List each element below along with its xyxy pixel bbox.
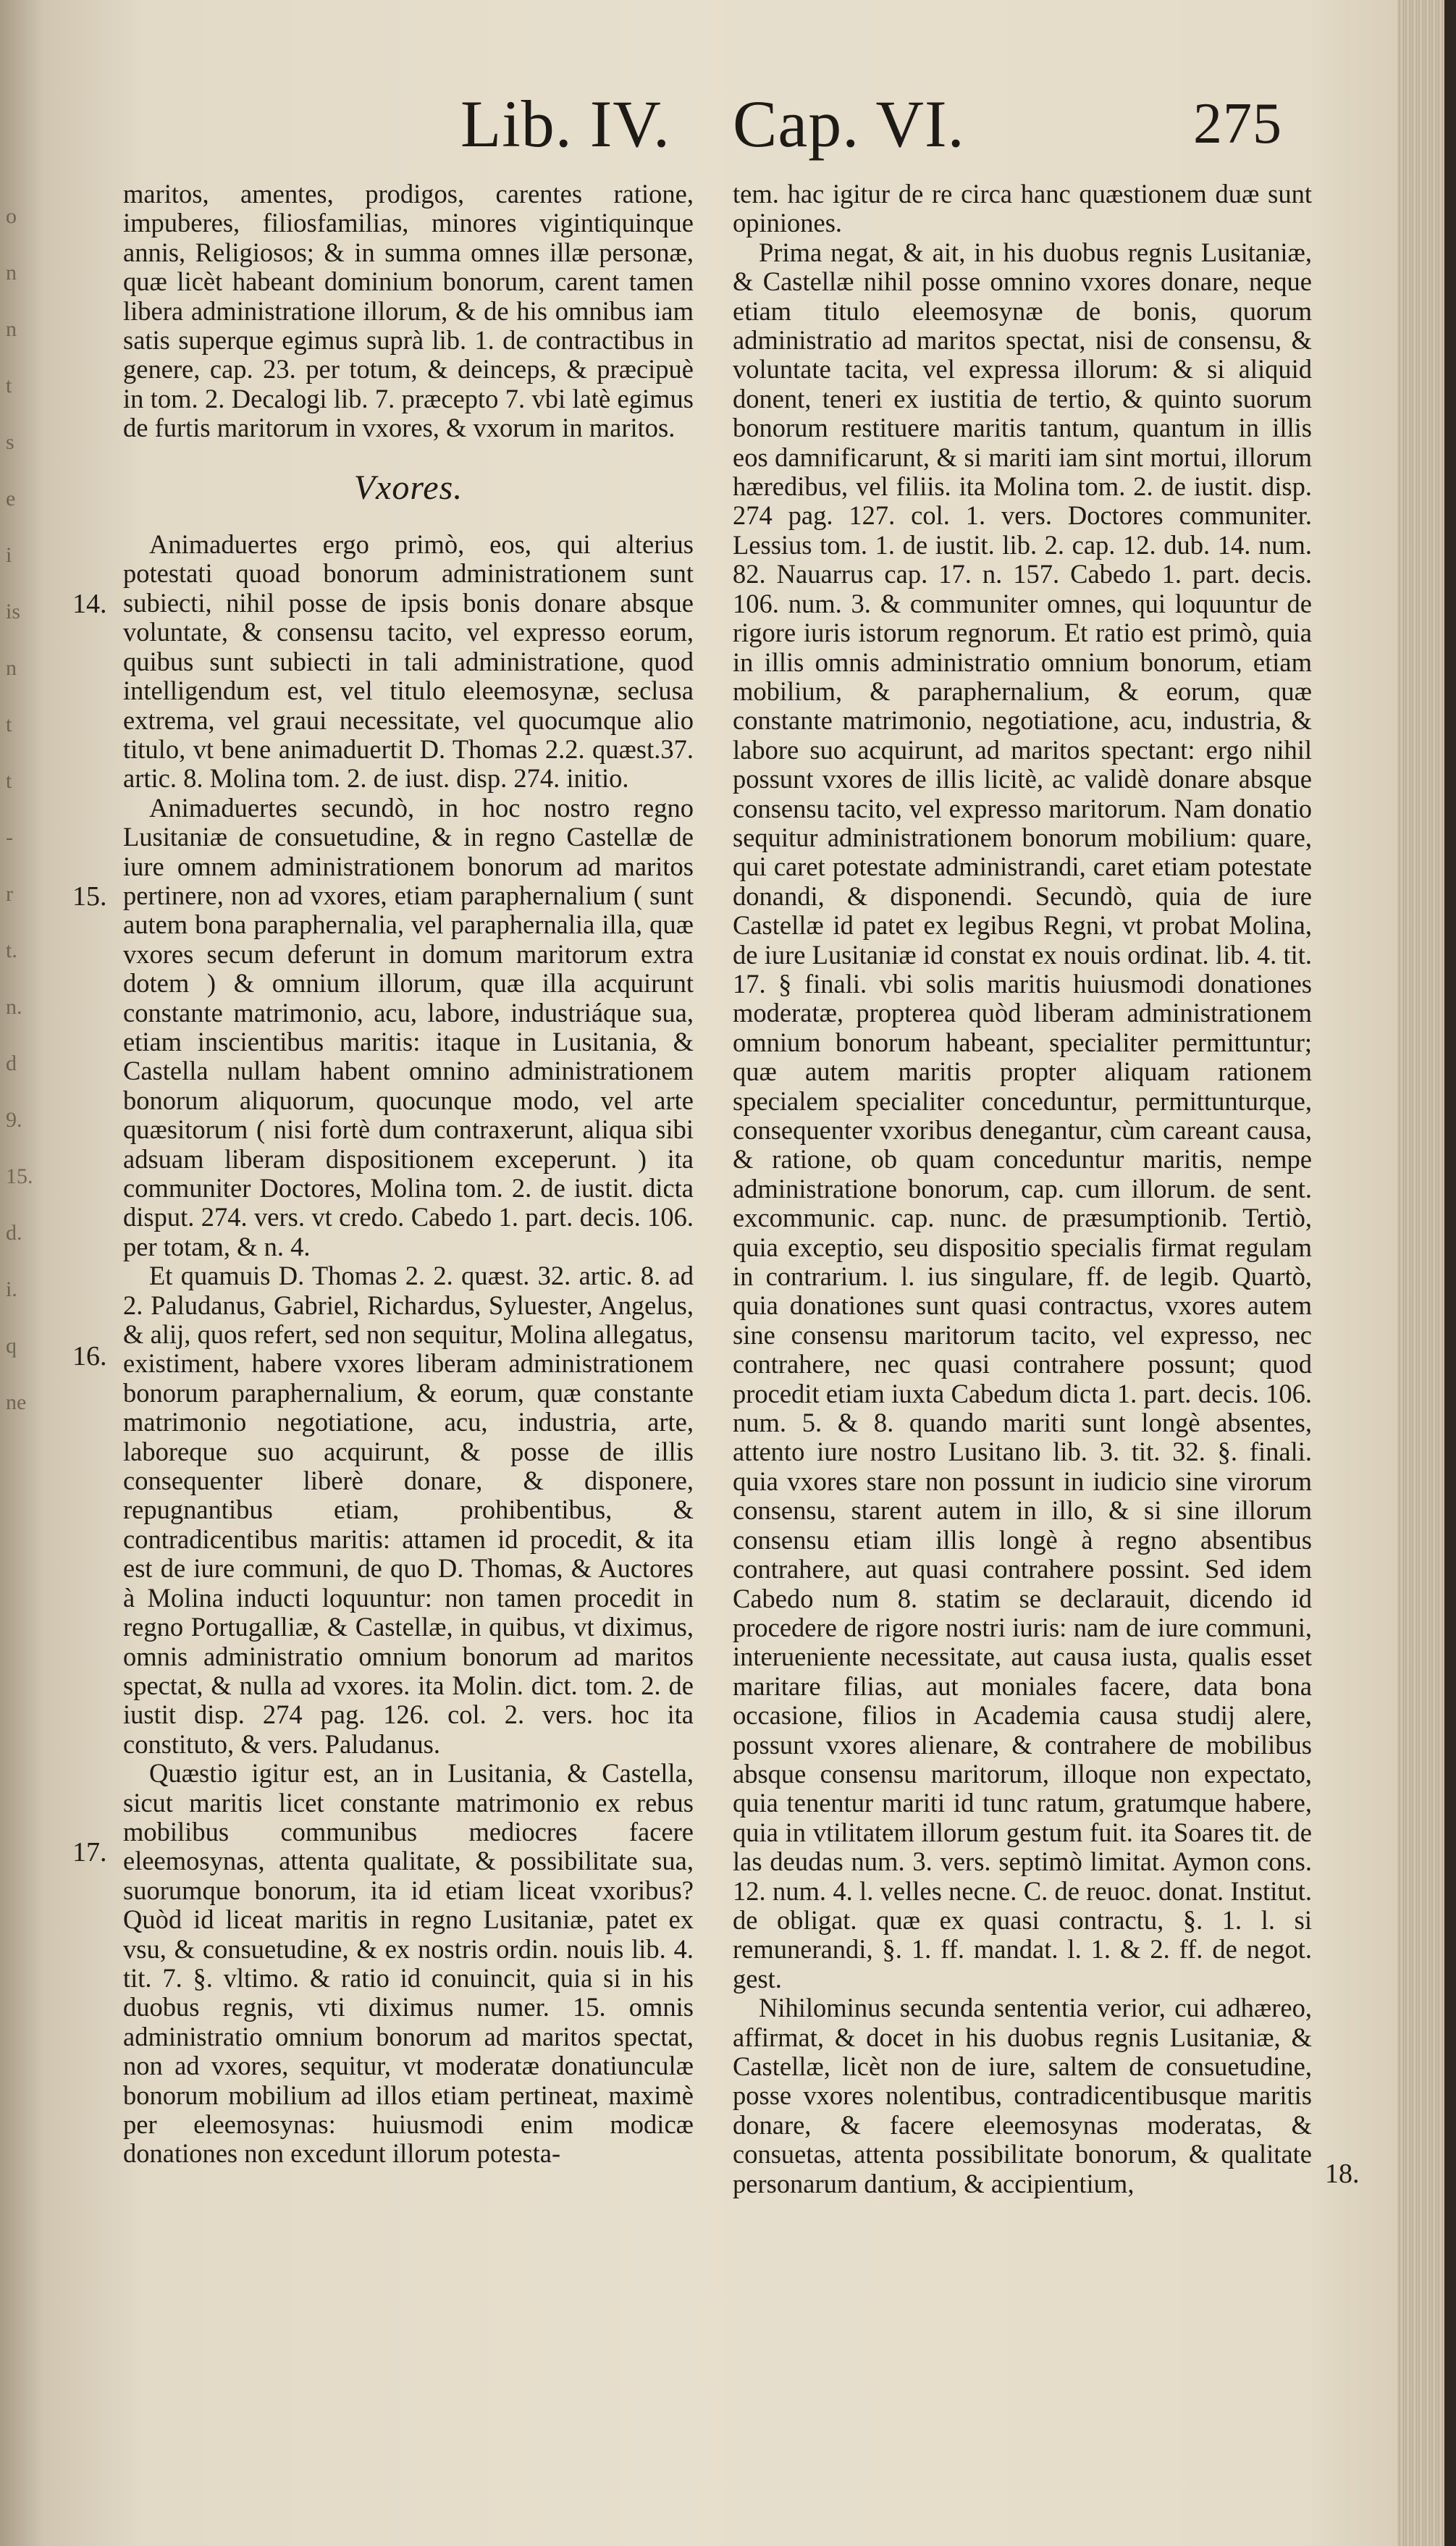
book-heading: Lib. IV. xyxy=(460,87,670,161)
gutter-fragment: o n n t s e i is n t t - r t. n. d 9. 15. d. i. q ne xyxy=(6,204,33,1414)
left-column xyxy=(123,180,694,2169)
left-paragraph-4: Et quamuis D. Thomas 2. 2. quæst. 32. artic. 8. ad 2. Paludanus, Gabriel, Richardus, Syluester, Angelus, & alij, quos refert, sed non sequitur, Molina allegatus, existiment, habere vxores liberam administrationem bonorum paraphernalium, & eorum, quæ constante matrimonio negotiatione, acu, industria, arte, laboreque suo acquirunt, & posse de illis consequenter liberè donare, & disponere, repugnantibus etiam, prohibentibus, & contradicentibus maritis: attamen id procedit, & ita est de iure communi, de quo D. Thomas, & Auctores à Molina inducti loquuntur: non tamen procedit in regno Portugalliæ, & Castellæ, in quibus, vt diximus, omnis administratio omnium bonorum ad maritos spectat, & nulla ad vxores. ita Molin. dict. tom. 2. de iustit disp. 274 pag. 126. col. 2. vers. hoc ita constituto, & vers. Paludanus. xyxy=(123,1261,694,1759)
left-paragraph-1: maritos, amentes, prodigos, carentes ratione, impuberes, filiosfamilias, minores vigintiquinque annis, Religiosos; & in summa omnes illæ personæ, quæ licèt habeant dominium bonorum, carent tamen libera administratione illorum, & de his omnibus iam satis superque egimus suprà lib. 1. de contractibus in genere, cap. 23. per totum, & deinceps, & præcipuè in tom. 2. Decalogi lib. 7. præcepto 7. vbi latè egimus de furtis maritorum in vxores, & vxorum in maritos. xyxy=(123,179,694,443)
page-number: 275 xyxy=(1193,92,1282,156)
margin-number-17: 17. xyxy=(72,1837,107,1868)
section-heading-vxores: Vxores. xyxy=(353,468,463,507)
left-paragraph-2: Animaduertes ergo primò, eos, qui alterius potestati quoad bonorum administrationem sunt subiecti, nihil posse de ipsis bonis donare absque voluntate, & consensu tacito, vel expresso eorum, quibus sunt subiecti in tali administratione, quod intelligendum est, vel titulo eleemosynæ, seclusa extrema, vel graui necessitate, vel quocumque alio titulo, vt bene animaduertit D. Thomas 2.2. quæst.37. artic. 8. Molina tom. 2. de iust. disp. 274. initio. xyxy=(123,529,694,794)
margin-number-16: 16. xyxy=(72,1341,107,1371)
right-column xyxy=(733,180,1312,2198)
margin-number-14: 14. xyxy=(72,589,107,619)
chapter-heading: Cap. VI. xyxy=(733,87,965,161)
left-paragraph-3: Animaduertes secundò, in hoc nostro regno Lusitaniæ de consuetudine, & in regno Castellæ de iure omnem administrationem bonorum ad maritos pertinere, non ad vxores, etiam paraphernalium ( sunt autem bona paraphernalia, vel paraphernalia illa, quæ vxores secum deferunt in domum maritorum extra dotem ) & omnium illorum, quæ illa acquirunt constante matrimonio, acu, labore, industriáque sua, etiam inscientibus maritis: itaque in Lusitania, & Castella nullam habent omnino administrationem bonorum aliquorum, quocunque modo, vel arte quæsitorum ( nisi fortè dum contraxerunt, aliqua sibi adsuam liberam dispositionem exceperunt. ) ita communiter Doctores, Molina tom. 2. de iustit. dicta disput. 274. vers. vt credo. Cabedo 1. part. decis. 106. per totam, & n. 4. xyxy=(123,792,694,1261)
left-paragraph-5: Quæstio igitur est, an in Lusitania, & Castella, sicut maritis licet constante matrimonio ex rebus mobilibus communibus mediocres facere eleemosynas, attenta qualitate, & possibilitate sua, suorumque bonorum, ita id etiam liceat vxoribus? Quòd id liceat maritis in regno Lusitaniæ, patet ex vsu, & consuetudine, & ex nostris ordin. nouis lib. 4. tit. 7. §. vltimo. & ratio id conuincit, quia si in his duobus regnis, vti diximus numer. 15. omnis administratio omnium bonorum ad maritos spectat, non ad vxores, sequitur, vt moderatæ donatiunculæ bonorum mobilium ad illos etiam pertineat, maximè per eleemosynas: huiusmodi enim modicæ donationes non excedunt illorum potesta- xyxy=(123,1758,694,2169)
gutter-shadow xyxy=(0,0,40,2546)
right-paragraph-3: Nihilominus secunda sententia verior, cui adhæreo, affirmat, & docet in his duobus regnis Lusitaniæ, & Castellæ, licèt non de iure, saltem de consuetudine, posse vxores nolentibus, contradicentibusque maritis donare, & facere eleemosynas moderatas, & consuetas, attenta possibilitate bonorum, & qualitate personarum dantium, & accipientium, xyxy=(733,1993,1312,2198)
right-paragraph-2: Prima negat, & ait, in his duobus regnis Lusitaniæ, & Castellæ nihil posse omnino vxores donare, neque etiam titulo eleemosynæ de bonis, quorum administratio ad maritos spectat, nisi de consensu, & voluntate tacita, vel expressa illorum: & si aliquid donent, teneri ex iustitia de tertio, & quinto suorum bonorum restituere maritis tantum, quantum in illis eos damnificarunt, & si mariti iam sint mortui, illorum hæredibus, vel filiis. ita Molina tom. 2. de iustit. disp. 274 pag. 127. col. 1. vers. Doctores communiter. Lessius tom. 1. de iustit. lib. 2. cap. 12. dub. 14. num. 82. Nauarrus cap. 17. n. 157. Cabedo 1. part. decis. 106. num. 3. & communiter omnes, qui loquuntur de rigore iuris istorum regnorum. Et ratio est primò, quia in illis omnis administratio omnium bonorum, etiam mobilium, & paraphernalium, & eorum, quæ constante matrimonio, negotiatione, acu, industria, & labore suo acquirunt, ad maritos spectant: ergo nihil possunt vxores de illis licitè, ac validè donare absque consensu tacito, vel expresso maritorum. Nam donatio sequitur administrationem bonorum mobilium: quare, qui caret potestate administrandi, caret etiam potestate donandi, & disponendi. Secundò, quia de iure Castellæ id patet ex legibus Regni, vt probat Molina, de iure Lusitaniæ id constat ex nouis ordinat. lib. 4. tit. 17. § finali. vbi solis maritis huiusmodi donationes moderatæ, propterea quòd liberam administrationem omnium bonorum habeant, specialiter permittuntur; quæ autem maritis propter aliquam rationem specialem specialiter conceduntur, permittunturque, consequenter vxoribus denegantur, cùm careant causa, & ratione, ob quam conceduntur maritis, nempe administratione bonorum, cap. cum illorum. de sent. excommunic. cap. nunc. de præsumptionib. Tertiò, quia exceptio, seu dispositio specialis firmat regulam in contrarium. l. ius singulare, ff. de legib. Quartò, quia donationes sunt quasi contractus, vxores autem sine consensu maritorum tacito, vel expresso, nec contrahere, nec quasi contrahere possunt; quod procedit etiam iuxta Cabedum dicta 1. part. decis. 106. num. 5. & 8. quando mariti sunt longè absentes, attento iure nostro Lusitano lib. 3. tit. 32. §. finali. quia vxores stare non possunt in iudicio sine virorum consensu, starent autem in illo, & si sine illorum consensu etiam illis longè à regno absentibus contrahere, aut quasi contrahere possint. Sed idem Cabedo num 8. statim se declarauit, dicendo id procedere de rigore nostri iuris: nam de iure communi, interueniente necessitate, aut causa iusta, qualis esset maritare filias, aut moniales facere, data bona occasione, filios in Academia causa studij alere, possunt vxores alienare, & contrahere de mobilibus absque consensu maritorum, illoque non expectato, quia tenentur mariti id tunc ratum, gratumque habere, quia in vtilitatem illorum gestum fuit. ita Soares tit. de las deudas num. 3. vers. septimò limitat. Aymon cons. 12. num. 4. l. velles necne. C. de reuoc. donat. Institut. de obligat. quæ ex quasi contractu, §. 1. l. si remunerandi, §. 1. ff. mandat. l. 1. & 2. ff. de negot. gest. xyxy=(733,237,1312,1993)
binding-shadow xyxy=(1444,0,1456,2546)
margin-number-18: 18. xyxy=(1325,2159,1360,2189)
right-paragraph-1: tem. hac igitur de re circa hanc quæstionem duæ sunt opiniones. xyxy=(733,179,1312,238)
margin-number-15: 15. xyxy=(72,881,107,912)
